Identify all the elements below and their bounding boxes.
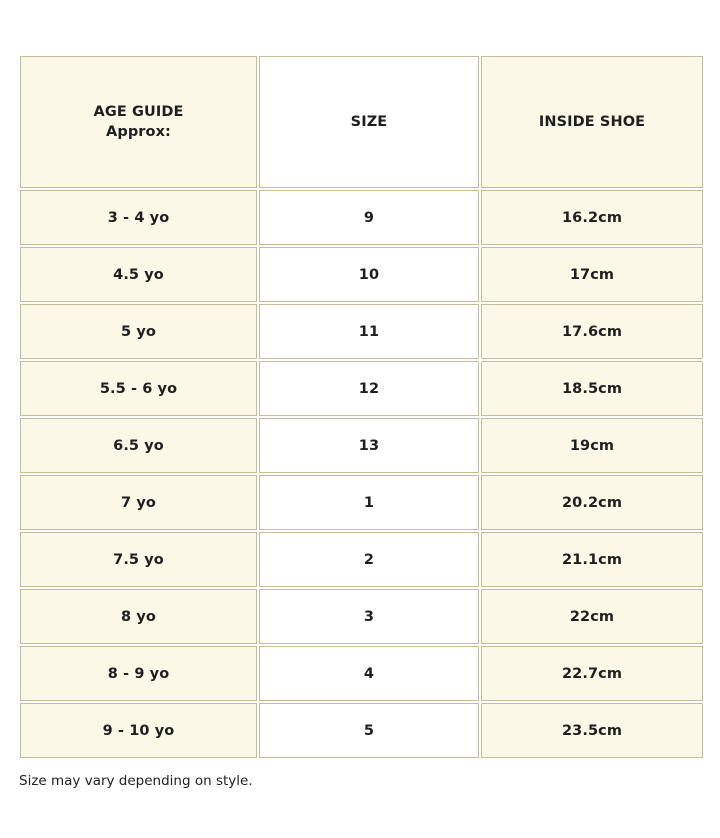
size-cell: 9 [259,190,479,245]
table-row [20,190,703,245]
age-cell: 6.5 yo [20,418,257,473]
size-cell: 4 [259,646,479,701]
age-cell: 5 yo [20,304,257,359]
age-cell: 7.5 yo [20,532,257,587]
header-size: SIZE [259,56,479,188]
size-cell: 3 [259,589,479,644]
age-cell: 8 - 9 yo [20,646,257,701]
size-cell: 1 [259,475,479,530]
header-age-guide-subtitle: Approx: [106,124,171,140]
size-cell: 5 [259,703,479,758]
size-guide-table [18,54,705,760]
table-row [20,475,703,530]
table-header-row [20,56,703,188]
inside-shoe-cell: 21.1cm [481,532,703,587]
inside-shoe-cell: 20.2cm [481,475,703,530]
size-cell: 13 [259,418,479,473]
age-cell: 9 - 10 yo [20,703,257,758]
age-cell: 3 - 4 yo [20,190,257,245]
inside-shoe-cell: 22cm [481,589,703,644]
inside-shoe-cell: 23.5cm [481,703,703,758]
table-row [20,418,703,473]
size-cell: 11 [259,304,479,359]
inside-shoe-cell: 19cm [481,418,703,473]
table-row [20,247,703,302]
size-disclaimer-note: Size may vary depending on style. [19,773,253,789]
table-row [20,589,703,644]
table-row [20,646,703,701]
header-age-guide [20,56,257,188]
size-cell: 12 [259,361,479,416]
header-age-guide-title: AGE GUIDE [93,104,184,120]
size-cell: 10 [259,247,479,302]
table-row [20,703,703,758]
inside-shoe-cell: 18.5cm [481,361,703,416]
inside-shoe-cell: 17cm [481,247,703,302]
size-cell: 2 [259,532,479,587]
age-cell: 4.5 yo [20,247,257,302]
inside-shoe-cell: 17.6cm [481,304,703,359]
age-cell: 5.5 - 6 yo [20,361,257,416]
header-inside-shoe: INSIDE SHOE [481,56,703,188]
table-row [20,361,703,416]
age-cell: 7 yo [20,475,257,530]
table-row [20,304,703,359]
table-row [20,532,703,587]
inside-shoe-cell: 16.2cm [481,190,703,245]
inside-shoe-cell: 22.7cm [481,646,703,701]
age-cell: 8 yo [20,589,257,644]
